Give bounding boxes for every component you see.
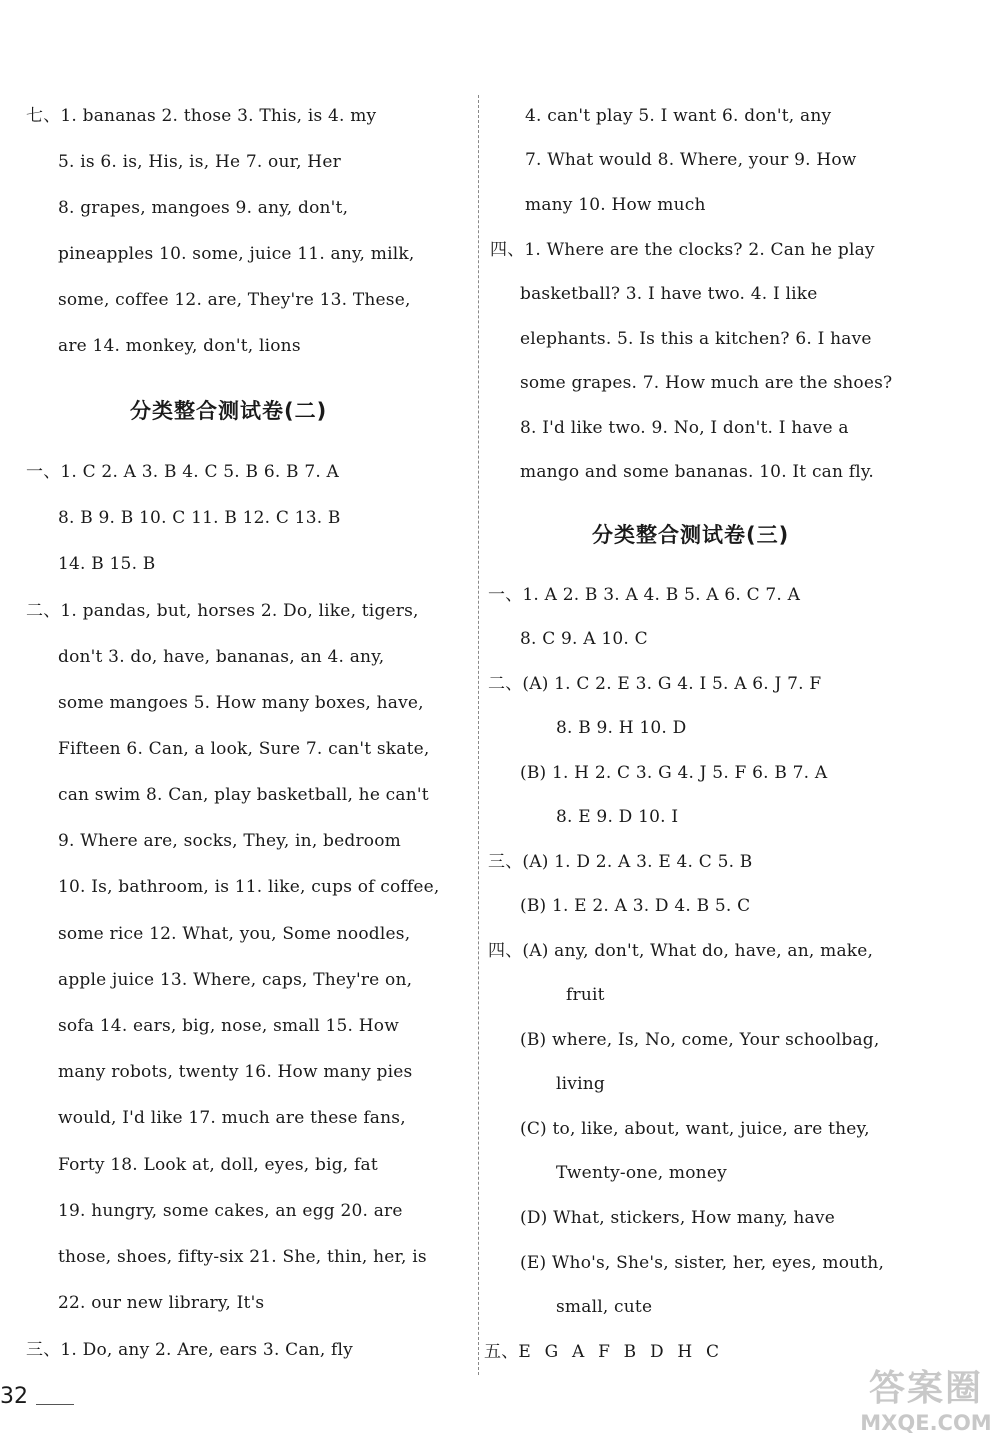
- answer-line: are 14. monkey, don't, lions: [58, 336, 301, 356]
- page-number: 32: [0, 1384, 28, 1409]
- answer-line: (B) 1. H 2. C 3. G 4. J 5. F 6. B 7. A: [520, 763, 828, 783]
- answer-line: 8. I'd like two. 9. No, I don't. I have a: [520, 418, 849, 438]
- column-divider: [478, 95, 479, 1375]
- answer-line: (B) where, Is, No, come, Your schoolbag,: [520, 1030, 880, 1050]
- answer-line: apple juice 13. Where, caps, They're on,: [58, 970, 413, 990]
- answer-line: don't 3. do, have, bananas, an 4. any,: [58, 647, 385, 667]
- section-heading: 分类整合测试卷(二): [130, 399, 328, 423]
- watermark-url: MXQE.COM: [860, 1411, 992, 1435]
- answer-line: fruit: [566, 985, 605, 1005]
- answer-line: 一、1. C 2. A 3. B 4. C 5. B 6. B 7. A: [26, 462, 340, 482]
- answer-line: elephants. 5. Is this a kitchen? 6. I have: [520, 329, 872, 349]
- answer-line: 5. is 6. is, His, is, He 7. our, Her: [58, 152, 341, 172]
- answer-line: basketball? 3. I have two. 4. I like: [520, 284, 818, 304]
- answer-line: 8. C 9. A 10. C: [520, 629, 648, 649]
- answer-line: mango and some bananas. 10. It can fly.: [520, 462, 875, 482]
- answer-line: 7. What would 8. Where, your 9. How: [525, 150, 857, 170]
- answer-line: 三、(A) 1. D 2. A 3. E 4. C 5. B: [488, 852, 753, 872]
- answer-line: 4. can't play 5. I want 6. don't, any: [525, 106, 832, 126]
- answer-line: 三、1. Do, any 2. Are, ears 3. Can, fly: [26, 1340, 353, 1360]
- answer-line: some rice 12. What, you, Some noodles,: [58, 924, 411, 944]
- answer-line: 8. B 9. B 10. C 11. B 12. C 13. B: [58, 508, 341, 528]
- answer-line: 8. E 9. D 10. I: [556, 807, 679, 827]
- answer-line: (E) Who's, She's, sister, her, eyes, mouth,: [520, 1253, 885, 1273]
- answer-line: can swim 8. Can, play basketball, he can't: [58, 785, 429, 805]
- section-heading: 分类整合测试卷(三): [592, 523, 790, 547]
- answer-line: 一、1. A 2. B 3. A 4. B 5. A 6. C 7. A: [488, 585, 801, 605]
- answer-line: 二、(A) 1. C 2. E 3. G 4. I 5. A 6. J 7. F: [488, 674, 822, 694]
- answer-line: Twenty-one, money: [556, 1163, 727, 1183]
- answer-line: some mangoes 5. How many boxes, have,: [58, 693, 424, 713]
- answer-line: some grapes. 7. How much are the shoes?: [520, 373, 893, 393]
- answer-line: small, cute: [556, 1297, 653, 1317]
- answer-line: sofa 14. ears, big, nose, small 15. How: [58, 1016, 399, 1036]
- answer-line: (D) What, stickers, How many, have: [520, 1208, 835, 1228]
- answer-line: 10. Is, bathroom, is 11. like, cups of coffee,: [58, 877, 440, 897]
- answer-line: would, I'd like 17. much are these fans,: [58, 1108, 406, 1128]
- answer-line: some, coffee 12. are, They're 13. These,: [58, 290, 411, 310]
- answer-line: living: [556, 1074, 605, 1094]
- answer-line: 19. hungry, some cakes, an egg 20. are: [58, 1201, 403, 1221]
- answer-line: (B) 1. E 2. A 3. D 4. B 5. C: [520, 896, 751, 916]
- answer-line: (C) to, like, about, want, juice, are they,: [520, 1119, 870, 1139]
- answer-line: Forty 18. Look at, doll, eyes, big, fat: [58, 1155, 378, 1175]
- answer-line: 四、1. Where are the clocks? 2. Can he play: [490, 240, 875, 260]
- watermark-logo: [858, 1368, 994, 1446]
- answer-line: 五、E G A F B D H C: [484, 1342, 720, 1362]
- answer-line: 七、1. bananas 2. those 3. This, is 4. my: [26, 106, 377, 126]
- answer-line: 14. B 15. B: [58, 554, 156, 574]
- watermark-text: 答案圈: [868, 1368, 983, 1409]
- answer-line: Fifteen 6. Can, a look, Sure 7. can't skate,: [58, 739, 430, 759]
- answer-line: 22. our new library, It's: [58, 1293, 265, 1313]
- answer-line: those, shoes, fifty-six 21. She, thin, her, is: [58, 1247, 427, 1267]
- answer-line: 9. Where are, socks, They, in, bedroom: [58, 831, 401, 851]
- page-number-rule: [36, 1404, 74, 1405]
- answer-line: 8. B 9. H 10. D: [556, 718, 687, 738]
- answer-line: 二、1. pandas, but, horses 2. Do, like, tigers,: [26, 601, 419, 621]
- answer-line: many 10. How much: [525, 195, 706, 215]
- answer-line: 8. grapes, mangoes 9. any, don't,: [58, 198, 349, 218]
- answer-line: many robots, twenty 16. How many pies: [58, 1062, 413, 1082]
- answer-line: pineapples 10. some, juice 11. any, milk,: [58, 244, 415, 264]
- answer-line: 四、(A) any, don't, What do, have, an, make,: [488, 941, 874, 961]
